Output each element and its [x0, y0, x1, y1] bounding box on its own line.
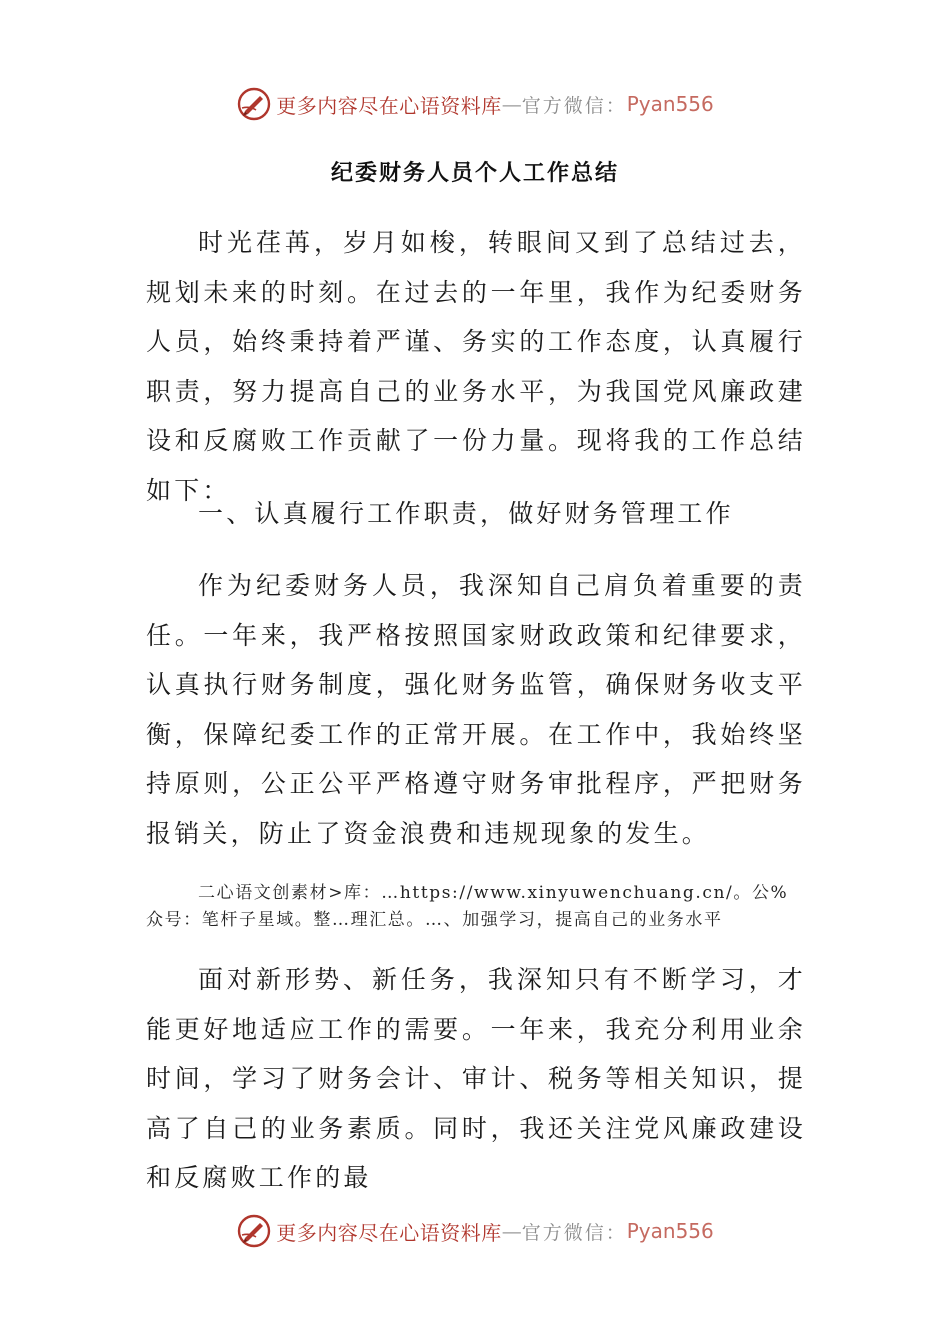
- page-title: 纪委财务人员个人工作总结: [330, 161, 619, 186]
- pen-logo-icon: [236, 1213, 272, 1249]
- header-banner: [0, 84, 950, 124]
- banner-separator: —: [501, 92, 522, 116]
- banner-code: Pyan556: [626, 1219, 714, 1243]
- banner-suffix: 官方微信：: [521, 1221, 627, 1244]
- footer-banner: [0, 1211, 950, 1251]
- section-1-paragraph: 作为纪委财务人员，我深知自己肩负着重要的责任。一年来，我严格按照国家财政政策和纪律要求，认真执行财务制度，强化财务监管，确保财务收支平衡，保障纪委工作的正常开展。在工作中，我始终坚持原则，公正公平严格遵守财务审批程序，严把财务报销关，防止了资金浪费和违规现象的发生。: [146, 571, 806, 848]
- source-note: 二心语文创素材>库：…https://www.xinyuwenchuang.cn/。公%众号：笔杆子星域。整…理汇总。…、加强学习，提高自己的业务水平: [146, 883, 789, 930]
- section-heading-1: 一、认真履行工作职责，做好财务管理工作: [198, 499, 734, 528]
- banner-text: 更多内容尽在心语资料库: [276, 1220, 502, 1245]
- pen-logo-icon: [236, 86, 272, 122]
- banner-separator: —: [501, 1219, 522, 1243]
- section-2-paragraph: 面对新形势、新任务，我深知只有不断学习，才能更好地适应工作的需要。一年来，我充分利用业余时间，学习了财务会计、审计、税务等相关知识，提高了自己的业务素质。同时，我还关注党风廉政建设和反腐败工作的最: [146, 965, 806, 1192]
- banner-text: 更多内容尽在心语资料库: [276, 93, 502, 118]
- banner-code: Pyan556: [626, 92, 714, 116]
- banner-suffix: 官方微信：: [521, 94, 627, 117]
- intro-paragraph: 时光荏苒，岁月如梭，转眼间又到了总结过去，规划未来的时刻。在过去的一年里，我作为纪委财务人员，始终秉持着严谨、务实的工作态度，认真履行职责，努力提高自己的业务水平，为我国党风廉政建设和反腐败工作贡献了一份力量。现将我的工作总结如下：: [146, 228, 806, 505]
